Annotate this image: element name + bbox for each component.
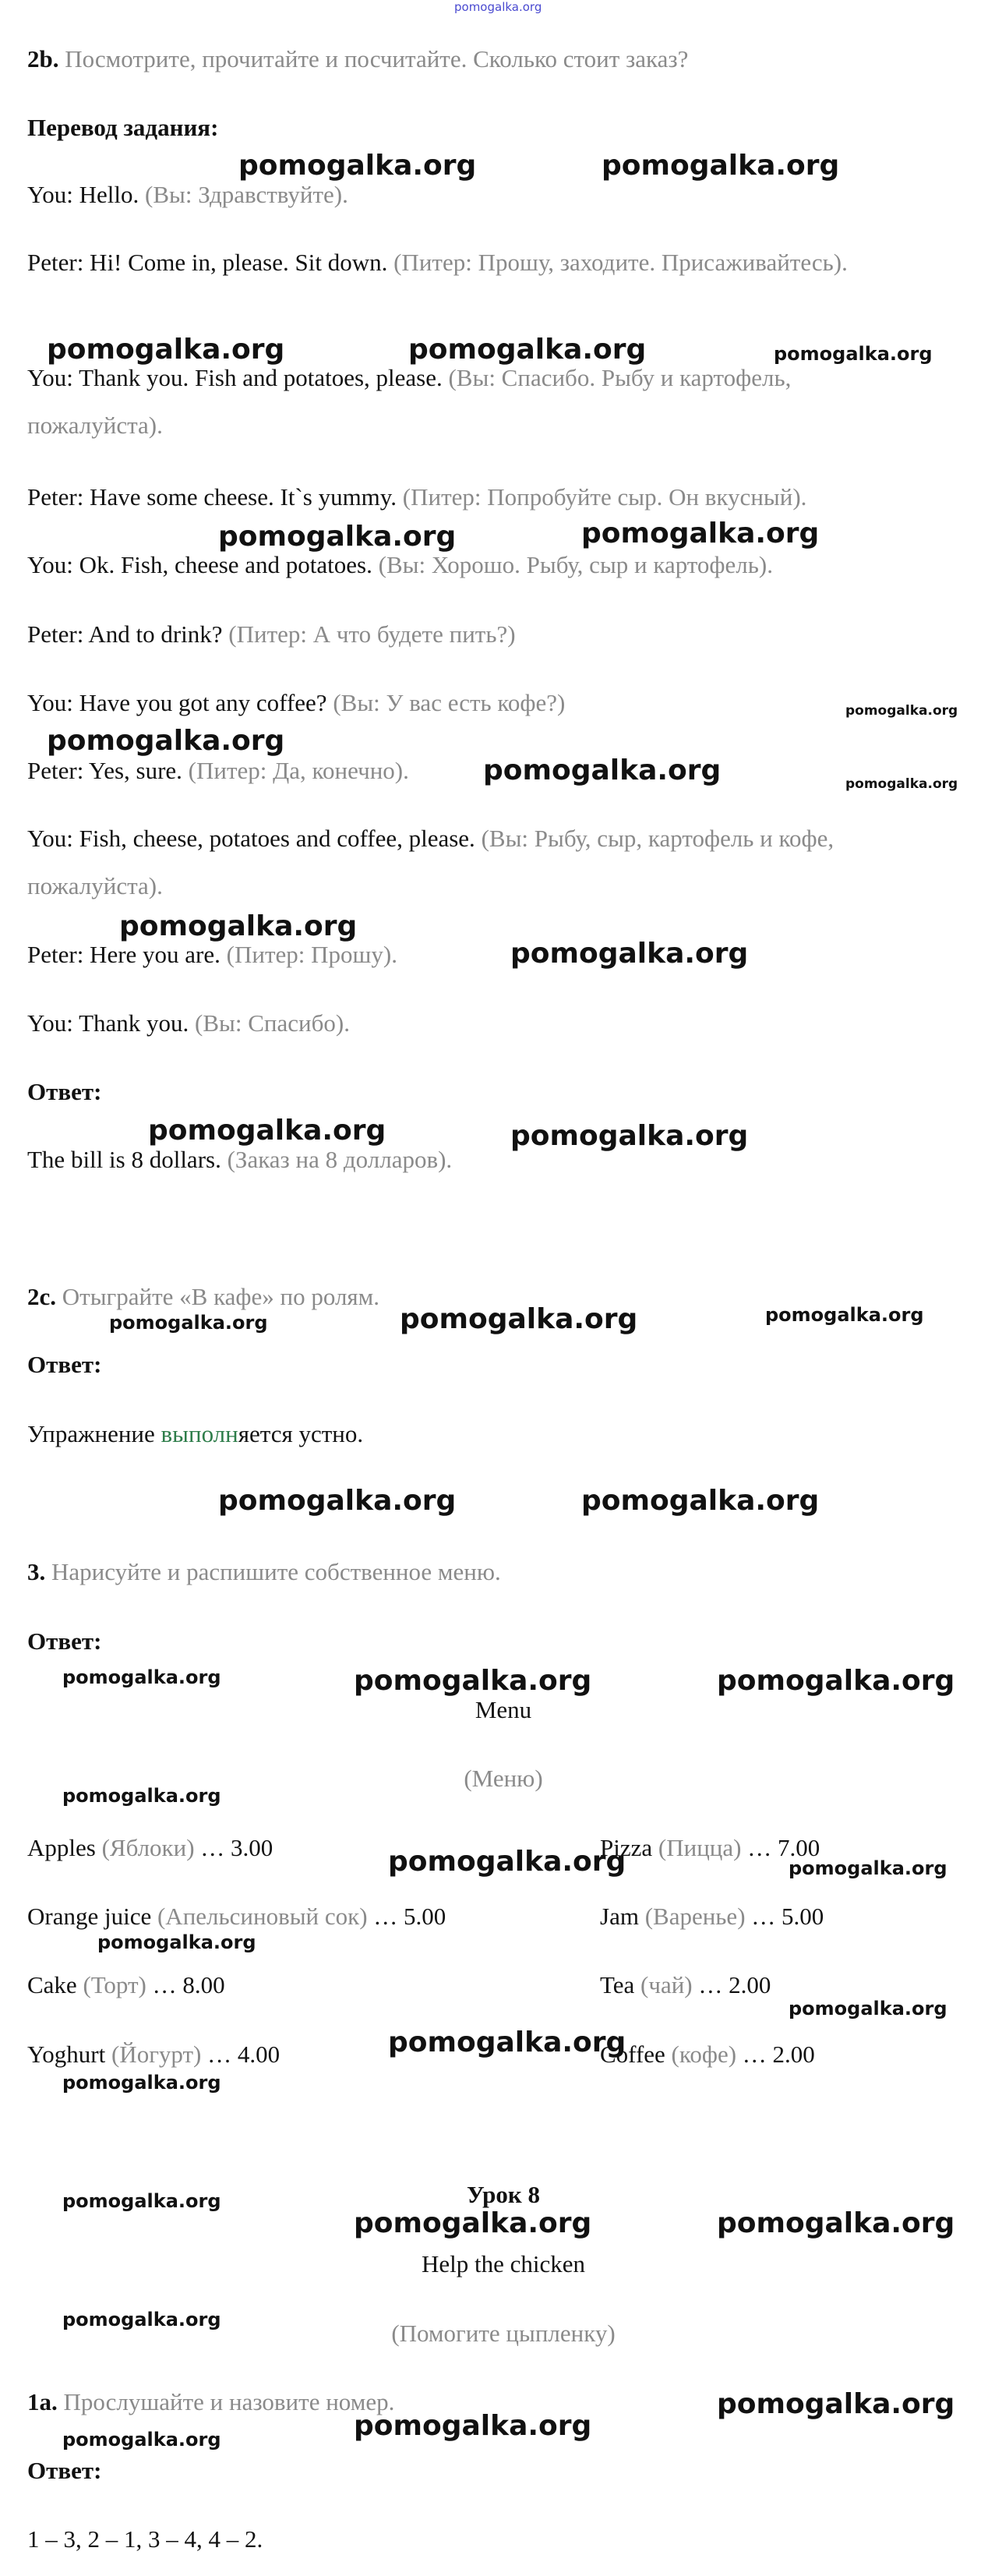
- ex1a-answer: 1 – 3, 2 – 1, 3 – 4, 4 – 2.: [27, 2525, 263, 2553]
- menu-item-ru: (Апельсиновый сок): [157, 1903, 368, 1930]
- menu-item-ru: (Пицца): [658, 1834, 742, 1861]
- dialogue-line: [27, 1009, 350, 1037]
- ex3-label: 3.: [27, 1558, 46, 1585]
- translation-heading: Перевод задания:: [27, 114, 219, 141]
- menu-item-name: Pizza: [600, 1834, 653, 1861]
- dialogue-ru: (Вы: Спасибо. Рыбу и картофель, пожалуйста).: [27, 364, 792, 439]
- ex2c-answer-heading: Ответ:: [27, 1351, 102, 1378]
- dialogue-ru: (Вы: Здравствуйте).: [145, 181, 348, 208]
- dialogue-en: You: Thank you.: [27, 1009, 189, 1037]
- ex3-answer-heading: Ответ:: [27, 1627, 102, 1655]
- ex1a-task-text: Прослушайте и назовите номер.: [63, 2388, 395, 2415]
- dialogue-en: Peter: And to drink?: [27, 620, 223, 648]
- watermark: pomogalka.org: [845, 776, 958, 792]
- menu-item: [27, 2041, 280, 2069]
- menu-item: [27, 1971, 225, 1999]
- ex3-task: [27, 1558, 501, 1586]
- ex2b-task: [27, 45, 688, 73]
- watermark: pomogalka.org: [119, 910, 358, 942]
- menu-item: [600, 1903, 824, 1931]
- menu-item: [600, 2041, 815, 2069]
- menu-title-ru: (Меню): [464, 1765, 543, 1792]
- watermark: pomogalka.org: [388, 2027, 626, 2058]
- menu-item-ru: (чай): [640, 1971, 693, 1998]
- watermark: pomogalka.org: [717, 1665, 955, 1697]
- watermark: pomogalka.org: [581, 518, 820, 549]
- watermark: pomogalka.org: [510, 1120, 749, 1152]
- ex1a-task: [27, 2388, 394, 2416]
- dialogue-ru: (Вы: Спасибо).: [195, 1009, 350, 1037]
- watermark: pomogalka.org: [774, 343, 933, 365]
- watermark: pomogalka.org: [62, 1666, 221, 1688]
- menu-item-price: … 4.00: [207, 2041, 281, 2068]
- watermark: pomogalka.org: [483, 754, 722, 786]
- lesson-subtitle: Help the chicken: [421, 2250, 586, 2277]
- answer-highlight: выполн: [161, 1420, 238, 1447]
- watermark: pomogalka.org: [47, 725, 285, 757]
- answer-text: Упражнение: [27, 1420, 161, 1447]
- menu-item: [600, 1971, 771, 1999]
- dialogue-line: [27, 483, 806, 511]
- watermark: pomogalka.org: [789, 1857, 947, 1879]
- dialogue-line: [27, 757, 409, 785]
- ex2b-task-text: Посмотрите, прочитайте и посчитайте. Сколько стоит заказ?: [65, 45, 689, 72]
- menu-item-name: Orange juice: [27, 1903, 152, 1930]
- menu-item: [27, 1903, 446, 1931]
- watermark: pomogalka.org: [388, 1846, 626, 1878]
- menu-item-price: … 7.00: [747, 1834, 820, 1861]
- menu-item-price: … 5.00: [373, 1903, 446, 1930]
- dialogue-en: You: Ok. Fish, cheese and potatoes.: [27, 551, 372, 578]
- watermark: pomogalka.org: [408, 334, 647, 366]
- watermark: pomogalka.org: [845, 703, 958, 719]
- ex1a-label: 1a.: [27, 2388, 58, 2415]
- ex3-task-text: Нарисуйте и распишите собственное меню.: [51, 1558, 501, 1585]
- watermark: pomogalka.org: [765, 1304, 924, 1326]
- dialogue-ru: (Вы: У вас есть кофе?): [333, 689, 566, 716]
- watermark: pomogalka.org: [109, 1312, 268, 1334]
- watermark: pomogalka.org: [97, 1931, 256, 1953]
- dialogue-en: Peter: Have some cheese. It`s yummy.: [27, 483, 397, 511]
- menu-item: [27, 1834, 273, 1862]
- dialogue-line: [27, 551, 773, 579]
- ex2c-label: 2c.: [27, 1283, 57, 1310]
- watermark: pomogalka.org: [218, 521, 457, 553]
- dialogue-en: You: Have you got any coffee?: [27, 689, 327, 716]
- watermark: pomogalka.org: [602, 150, 840, 182]
- dialogue-ru: (Питер: Прошу).: [226, 941, 397, 968]
- answer-ru: (Заказ на 8 долларов).: [227, 1146, 453, 1173]
- watermark: pomogalka.org: [510, 938, 749, 970]
- menu-item-ru: (Йогурт): [111, 2041, 202, 2068]
- dialogue-en: Peter: Yes, sure.: [27, 757, 182, 784]
- top-watermark: pomogalka.org: [454, 0, 542, 14]
- menu-item-price: … 3.00: [200, 1834, 273, 1861]
- ex2c-task-text: Отыграйте «В кафе» по ролям.: [62, 1283, 380, 1310]
- watermark: pomogalka.org: [354, 2207, 592, 2239]
- ex2c-task: [27, 1283, 379, 1311]
- watermark: pomogalka.org: [354, 2410, 592, 2442]
- menu-item-price: … 8.00: [152, 1971, 225, 1998]
- lesson-subtitle-ru: (Помогите цыпленку): [391, 2320, 616, 2347]
- watermark: pomogalka.org: [62, 1785, 221, 1807]
- watermark: pomogalka.org: [789, 1998, 947, 2019]
- ex2b-answer-heading: Ответ:: [27, 1078, 102, 1105]
- watermark: pomogalka.org: [400, 1303, 638, 1335]
- dialogue-en: Peter: Here you are.: [27, 941, 221, 968]
- dialogue-line: [27, 181, 348, 209]
- watermark: pomogalka.org: [717, 2388, 955, 2420]
- lesson-title: Урок 8: [466, 2181, 541, 2208]
- answer-text: яется устно.: [238, 1420, 364, 1447]
- dialogue-en: You: Fish, cheese, potatoes and coffee, please.: [27, 825, 475, 852]
- menu-item-name: Jam: [600, 1903, 639, 1930]
- dialogue-ru: (Питер: Прошу, заходите. Присаживайтесь).: [393, 249, 848, 276]
- menu-item-name: Coffee: [600, 2041, 665, 2068]
- menu-item-ru: (Торт): [83, 1971, 146, 1998]
- dialogue-ru: (Питер: Попробуйте сыр. Он вкусный).: [402, 483, 807, 511]
- watermark: pomogalka.org: [717, 2207, 955, 2239]
- dialogue-ru: (Питер: Да, конечно).: [188, 757, 409, 784]
- dialogue-ru: (Вы: Хорошо. Рыбу, сыр и картофель).: [378, 551, 773, 578]
- dialogue-line: [27, 239, 931, 286]
- menu-item-price: … 2.00: [698, 1971, 771, 1998]
- ex2b-answer: [27, 1146, 452, 1174]
- watermark: pomogalka.org: [62, 2190, 221, 2212]
- watermark: pomogalka.org: [62, 2309, 221, 2330]
- menu-item-name: Yoghurt: [27, 2041, 106, 2068]
- menu-item-ru: (Варенье): [644, 1903, 746, 1930]
- answer-en: The bill is 8 dollars.: [27, 1146, 221, 1173]
- ex2c-answer: [27, 1420, 363, 1448]
- dialogue-ru: (Питер: А что будете пить?): [228, 620, 516, 648]
- ex1a-answer-heading: Ответ:: [27, 2457, 102, 2484]
- dialogue-line: [27, 354, 931, 449]
- menu-item-ru: (Яблоки): [101, 1834, 195, 1861]
- watermark: pomogalka.org: [581, 1485, 820, 1517]
- ex2b-label: 2b.: [27, 45, 59, 72]
- menu-item-price: … 2.00: [742, 2041, 815, 2068]
- dialogue-en: Peter: Hi! Come in, please. Sit down.: [27, 249, 388, 276]
- dialogue-line: [27, 814, 931, 910]
- menu-item-price: … 5.00: [751, 1903, 824, 1930]
- dialogue-line: [27, 941, 397, 969]
- menu-item-name: Cake: [27, 1971, 77, 1998]
- menu-item-name: Apples: [27, 1834, 96, 1861]
- menu-item-name: Tea: [600, 1971, 635, 1998]
- watermark: pomogalka.org: [148, 1115, 386, 1147]
- dialogue-en: You: Thank you. Fish and potatoes, please.: [27, 364, 443, 391]
- watermark: pomogalka.org: [62, 2072, 221, 2094]
- menu-item-ru: (кофе): [671, 2041, 737, 2068]
- dialogue-ru: (Вы: Рыбу, сыр, картофель и кофе, пожалуйста).: [27, 825, 834, 899]
- dialogue-line: [27, 689, 565, 717]
- watermark: pomogalka.org: [238, 150, 477, 182]
- watermark: pomogalka.org: [62, 2429, 221, 2451]
- dialogue-line: [27, 620, 516, 648]
- dialogue-en: You: Hello.: [27, 181, 139, 208]
- menu-title: Menu: [475, 1696, 532, 1723]
- menu-item: [600, 1834, 820, 1862]
- watermark: pomogalka.org: [218, 1485, 457, 1517]
- watermark: pomogalka.org: [47, 334, 285, 366]
- watermark: pomogalka.org: [354, 1665, 592, 1697]
